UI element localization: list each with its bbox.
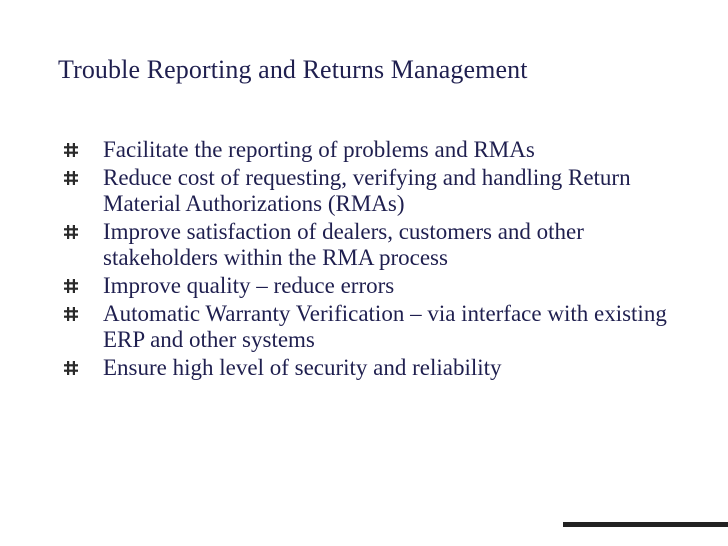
bullet-item xyxy=(62,219,682,271)
slide-title: Trouble Reporting and Returns Management xyxy=(58,55,528,84)
hash-bullet-icon xyxy=(63,224,79,240)
hash-bullet-icon xyxy=(63,306,79,322)
footer-accent-bar xyxy=(563,522,728,527)
bullet-item xyxy=(62,273,682,299)
bullet-text: Reduce cost of requesting, verifying and handling Return Material Authorizations (RMAs) xyxy=(103,165,631,216)
bullet-item xyxy=(62,165,682,217)
bullet-item xyxy=(62,301,682,353)
bullet-text: Improve quality – reduce errors xyxy=(103,273,395,298)
bullet-text: Facilitate the reporting of problems and RMAs xyxy=(103,137,535,162)
bullet-text: Improve satisfaction of dealers, customers and other stakeholders within the RMA process xyxy=(103,219,584,270)
bullet-item xyxy=(62,137,682,163)
hash-bullet-icon xyxy=(63,360,79,376)
bullet-text: Automatic Warranty Verification – via interface with existing ERP and other systems xyxy=(103,301,667,352)
hash-bullet-icon xyxy=(63,278,79,294)
bullet-item xyxy=(62,355,682,381)
hash-bullet-icon xyxy=(63,170,79,186)
bullet-list xyxy=(62,137,682,383)
hash-bullet-icon xyxy=(63,142,79,158)
bullet-text: Ensure high level of security and reliability xyxy=(103,355,502,380)
